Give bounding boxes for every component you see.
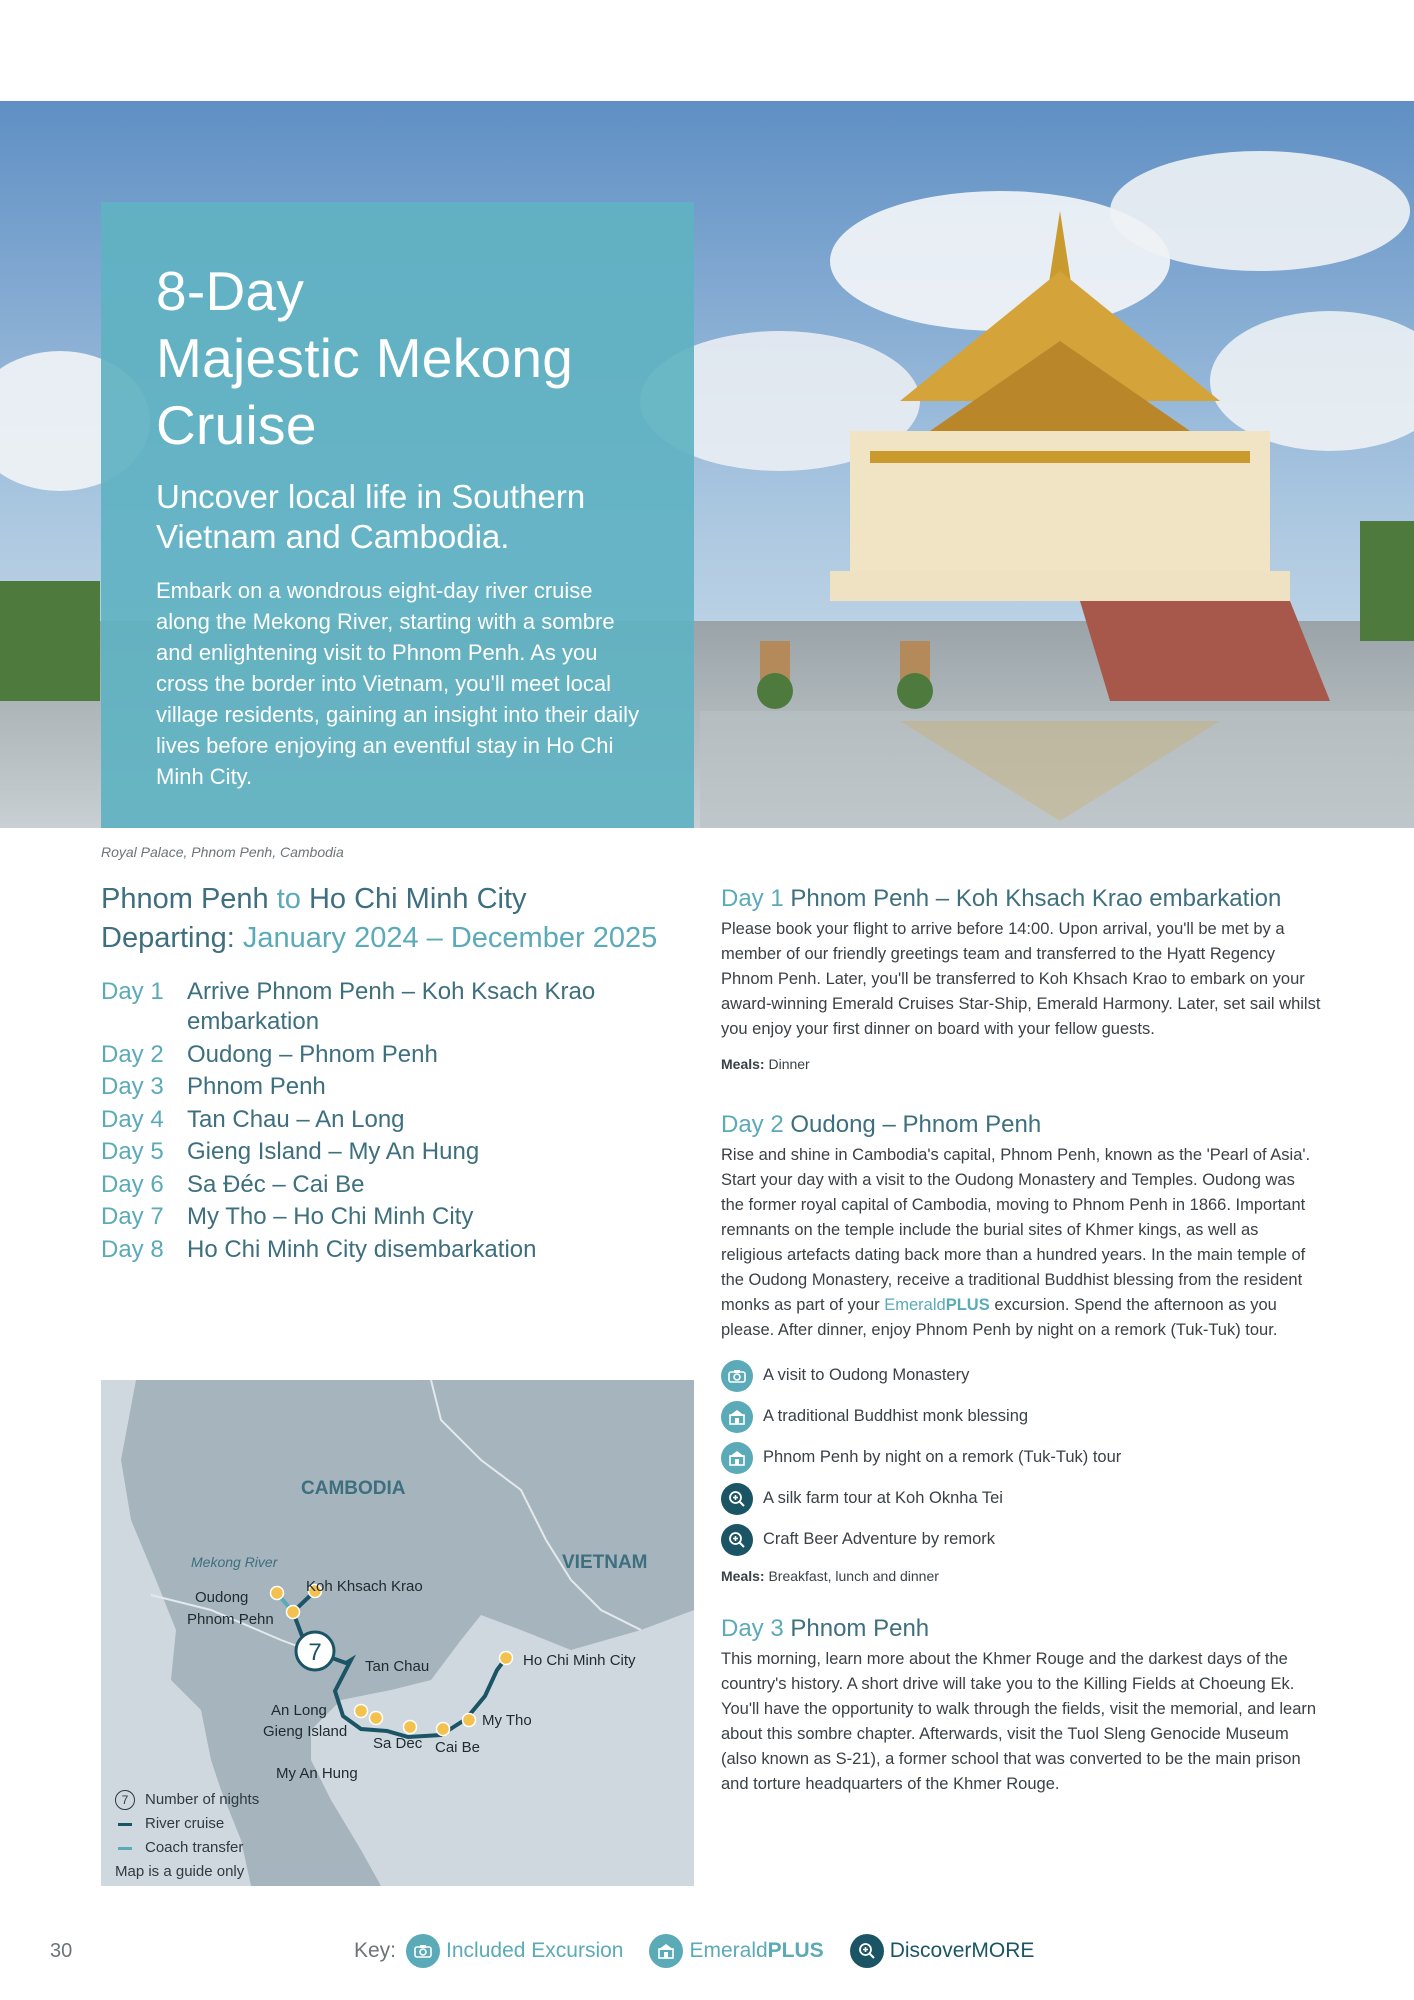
excursion-item [721, 1519, 1321, 1560]
itinerary-day: Day 8 [101, 1235, 164, 1263]
itinerary-list [101, 977, 701, 1267]
camera-icon [406, 1934, 440, 1968]
stop-marker [404, 1721, 417, 1734]
itinerary-text: Gieng Island – My An Hung [187, 1138, 480, 1165]
magnifier-plus-icon [850, 1934, 884, 1968]
meals-value: Breakfast, lunch and dinner [768, 1568, 939, 1584]
map-label-phnom-penh: Phnom Pehn [187, 1611, 274, 1628]
day-number: Day 3 [721, 1615, 784, 1642]
route-to: Ho Chi Minh City [308, 883, 527, 915]
excursion-item [721, 1437, 1321, 1478]
itinerary-day: Day 1 [101, 978, 164, 1005]
itinerary-text: Ho Chi Minh City disembarkation [187, 1235, 537, 1263]
map-label-sa-dec: Sa Dec [373, 1735, 423, 1752]
hero-text-panel [101, 202, 694, 828]
itinerary-text: Oudong – Phnom Penh [187, 1040, 438, 1068]
day-description [721, 1143, 1321, 1343]
legend-river [115, 1812, 259, 1836]
key-text-bold: PLUS [767, 1939, 824, 1962]
itinerary-item [101, 1040, 701, 1070]
stop-marker [437, 1723, 450, 1736]
day-title: Phnom Penh – Koh Khsach Krao embarkation [790, 885, 1282, 912]
magnifier-plus-icon [721, 1483, 753, 1515]
key-text: Included Excursion [446, 1939, 624, 1962]
brand-part: PLUS [945, 1296, 990, 1314]
emerald-plus-icon [721, 1401, 753, 1433]
day-heading [721, 1110, 1321, 1140]
itinerary-day: Day 5 [101, 1138, 164, 1165]
meals-label: Meals: [721, 1568, 765, 1584]
route-from: Phnom Penh [101, 883, 269, 915]
coach-line-icon [118, 1847, 132, 1850]
legend-nights-icon: 7 [115, 1790, 135, 1810]
itinerary-day: Day 4 [101, 1105, 164, 1133]
key-text: Emerald [689, 1939, 768, 1962]
legend-note [115, 1860, 259, 1884]
meals-line [721, 1566, 1321, 1586]
title-line: Majestic Mekong [156, 327, 574, 389]
excursion-text: A visit to Oudong Monastery [763, 1366, 970, 1384]
route-to-word: to [276, 883, 301, 915]
map-label-gieng-island: Gieng Island [263, 1723, 348, 1740]
nights-badge-number: 7 [308, 1639, 322, 1666]
emerald-plus-icon [721, 1442, 753, 1474]
hero-image [0, 101, 1414, 828]
itinerary-day: Day 2 [101, 1040, 164, 1068]
excursion-text: Craft Beer Adventure by remork [763, 1530, 996, 1548]
hero-intro: Embark on a wondrous eight-day river cruise along the Mekong River, starting with a sombre and enlightening visit to Phnom Penh. As you cross the border into Vietnam, you'll meet local village residents, gaining an insight into their daily lives before enjoying an eventful stay in Ho Chi Minh City. [156, 578, 640, 789]
stop-marker [500, 1652, 513, 1665]
hero-subtitle: Uncover local life in Southern Vietnam and Cambodia. [156, 478, 586, 555]
itinerary-text: Tan Chau – An Long [187, 1105, 405, 1133]
stop-marker [463, 1714, 476, 1727]
excursion-item [721, 1478, 1321, 1519]
excursion-list [721, 1355, 1321, 1560]
title-line: Cruise [156, 394, 317, 456]
day-description: This morning, learn more about the Khmer Rouge and the darkest days of the country's history. A short drive will take you to the Killing Fields at Choeung Ek. You'll have the opportunity to walk through the fields, visit the memorial, and learn about this sombre chapter. Afterwards, visit the Tuol Sleng Genocide Museum (also known as S-21), a former school that was converted to be the main prison and torture headquarters of the Khmer Rouge. [721, 1650, 1317, 1793]
day-text: excursion. Spend the afternoon as you please. After dinner, enjoy Phnom Penh by night on a remork (Tuk-Tuk) tour. [721, 1296, 1278, 1339]
itinerary-text: Phnom Penh [187, 1073, 326, 1100]
day-title: Phnom Penh [790, 1615, 930, 1642]
emerald-plus-icon [649, 1934, 683, 1968]
route-summary [101, 880, 701, 958]
river-line-icon [118, 1823, 132, 1826]
route-map [101, 1380, 694, 1886]
photo-caption: Royal Palace, Phnom Penh, Cambodia [101, 844, 344, 860]
legend-coach [115, 1836, 259, 1860]
itinerary-item [101, 1170, 701, 1200]
legend-label: River cruise [145, 1815, 225, 1832]
map-label-ho-chi-minh-city: Ho Chi Minh City [523, 1652, 636, 1669]
stop-marker [287, 1606, 300, 1619]
excursion-text: A traditional Buddhist monk blessing [763, 1407, 1029, 1425]
excursion-text: A silk farm tour at Koh Oknha Tei [763, 1489, 1003, 1507]
map-label-koh-khsach-krao: Koh Khsach Krao [306, 1578, 423, 1595]
itinerary-text: My Tho – Ho Chi Minh City [187, 1203, 474, 1230]
page-number: 30 [50, 1940, 73, 1962]
day-title: Oudong – Phnom Penh [790, 1111, 1042, 1138]
map-legend [115, 1788, 259, 1884]
legend-note-text: Map is a guide only [115, 1863, 245, 1880]
departing-label: Departing: [101, 922, 235, 954]
departing-line [101, 919, 701, 958]
excursion-item [721, 1396, 1321, 1437]
legend-label: Coach transfer [145, 1839, 244, 1856]
itinerary-day: Day 7 [101, 1203, 164, 1230]
itinerary-item [101, 1235, 701, 1265]
legend-nights [115, 1788, 259, 1812]
map-label-cai-be: Cai Be [435, 1739, 481, 1756]
key-text: Discover [889, 1939, 972, 1962]
map-label-cambodia: CAMBODIA [301, 1478, 406, 1499]
day-number: Day 1 [721, 885, 784, 912]
itinerary-item [101, 1105, 701, 1135]
key-emerald-plus [649, 1934, 823, 1968]
route-line [101, 880, 701, 919]
emerald-plus-brand [884, 1296, 989, 1314]
key-discover-more [850, 1934, 1035, 1968]
page-title [156, 258, 644, 459]
icon-key [354, 1934, 1060, 1968]
day-number: Day 2 [721, 1111, 784, 1138]
title-line: 8-Day [156, 260, 305, 322]
map-label-river: Mekong River [191, 1554, 278, 1570]
magnifier-plus-icon [721, 1524, 753, 1556]
day-heading [721, 1614, 1321, 1644]
departing-dates: January 2024 – December 2025 [242, 922, 658, 954]
map-label-my-tho: My Tho [482, 1712, 532, 1729]
day-details [721, 884, 1321, 1797]
meals-line [721, 1054, 1321, 1074]
day-text: Rise and shine in Cambodia's capital, Phnom Penh, known as the 'Pearl of Asia'. Start your day with a visit to the Oudong Monastery and Temples. Oudong was the former royal capital of Cambodia, moving to Phnom Penh in 1866. Important remnants on the temple include the burial sites of Khmer kings, as well as religious artefacts dating back more than a hundred years. In the main temple of the Oudong Monastery, receive a traditional Buddhist blessing from the resident monks as part of your [721, 1146, 1311, 1314]
excursion-item [721, 1355, 1321, 1396]
day-description: Please book your flight to arrive before 14:00. Upon arrival, you'll be met by a member of our friendly greetings team and transferred to the Hyatt Regency Phnom Penh. Later, you'll be transferred to Koh Khsach Krao to embark on your award-winning Emerald Cruises Star-Ship, Emerald Harmony. Later, set sail whilst you enjoy your first dinner on board with your fellow guests. [721, 920, 1321, 1038]
itinerary-day: Day 3 [101, 1073, 164, 1100]
stop-marker [271, 1587, 284, 1600]
meals-value: Dinner [768, 1056, 810, 1072]
map-label-oudong: Oudong [195, 1589, 249, 1606]
key-text: MORE [971, 1939, 1035, 1962]
map-label-vietnam: VIETNAM [562, 1552, 648, 1573]
stop-marker [370, 1712, 383, 1725]
itinerary-item [101, 977, 701, 1037]
day-heading [721, 884, 1321, 914]
map-label-an-long: An Long [271, 1702, 327, 1719]
meals-label: Meals: [721, 1056, 765, 1072]
brand-part: Emerald [884, 1296, 946, 1314]
map-label-my-an-hung: My An Hung [276, 1765, 358, 1782]
map-label-tan-chau: Tan Chau [365, 1658, 430, 1675]
itinerary-item [101, 1137, 701, 1167]
camera-icon [721, 1360, 753, 1392]
itinerary-text: Sa Đéc – Cai Be [187, 1170, 365, 1198]
itinerary-day: Day 6 [101, 1170, 164, 1198]
key-included-excursion [406, 1934, 623, 1968]
key-label: Key: [354, 1939, 397, 1962]
stop-marker [355, 1705, 368, 1718]
itinerary-text: Arrive Phnom Penh – Koh Ksach Krao embarkation [187, 978, 596, 1035]
excursion-text: Phnom Penh by night on a remork (Tuk-Tuk) tour [763, 1448, 1122, 1466]
legend-label: Number of nights [145, 1791, 260, 1808]
itinerary-item [101, 1202, 701, 1232]
itinerary-item [101, 1072, 701, 1102]
